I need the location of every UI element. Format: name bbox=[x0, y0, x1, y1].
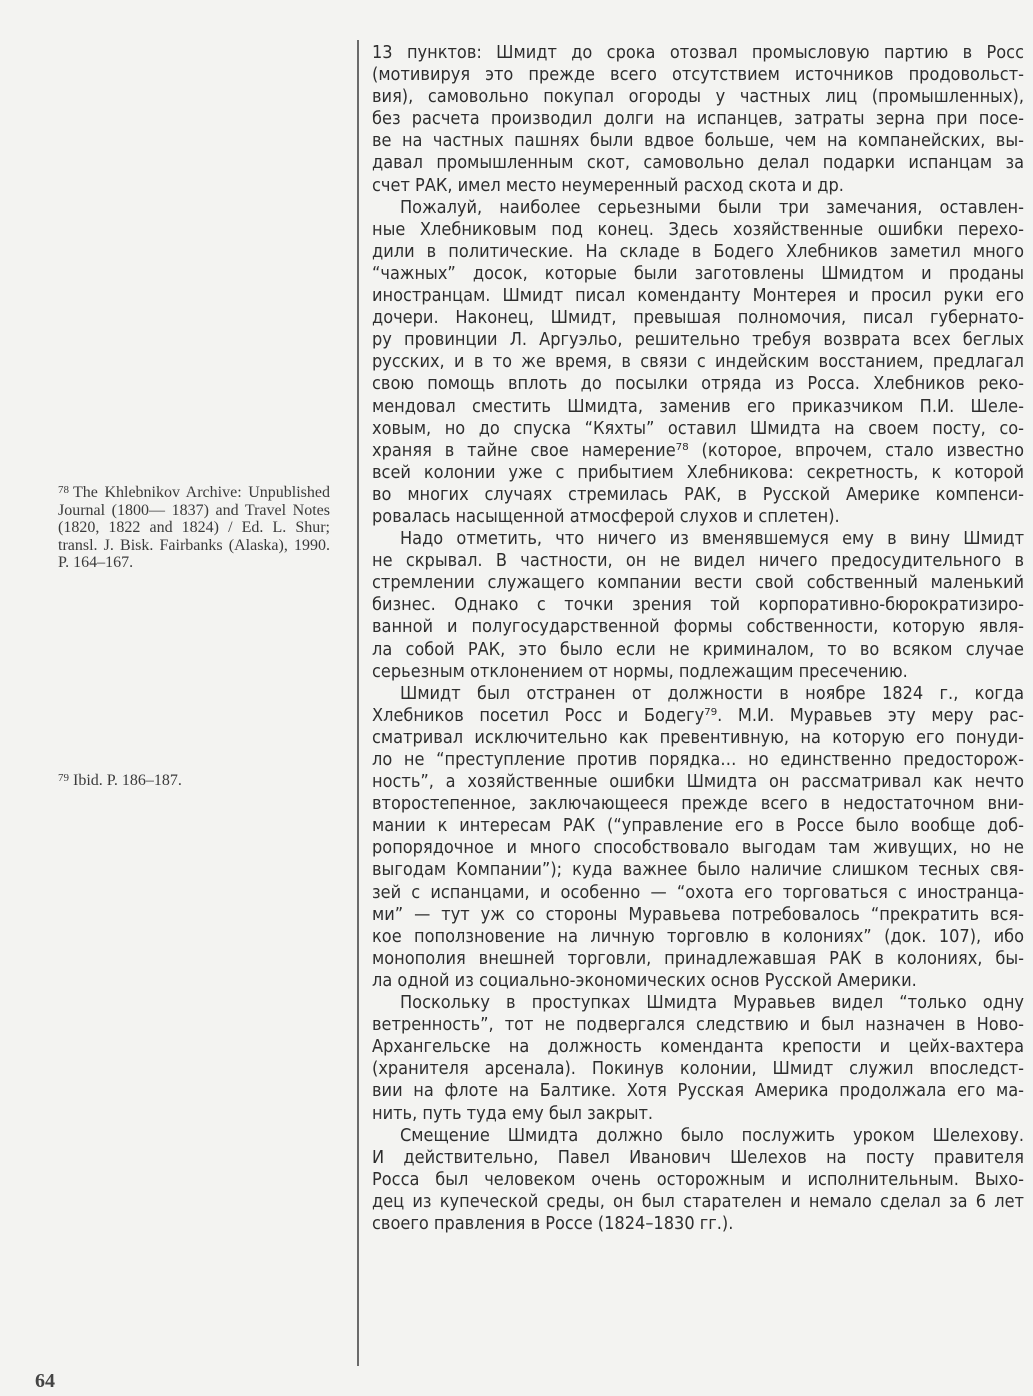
footnote-78 bbox=[58, 482, 330, 572]
text-line: дили в политические. На складе в Бодего Хлебников заметил много bbox=[372, 240, 1024, 262]
text-line: ровалась насыщенной атмосферой слухов и сплетен). bbox=[372, 505, 840, 527]
text-line: вии на флоте на Балтике. Хотя Русская Америка продолжала его ма- bbox=[372, 1080, 1024, 1102]
text-line: ность”, а хозяйственные ошибки Шмидта он рассматривал как нечто bbox=[372, 771, 1024, 793]
text-line: Росса был человеком очень осторожным и исполнительным. Выхо- bbox=[372, 1168, 1024, 1190]
text-line: ховым, но до спуска “Кяхты” оставил Шмидта на своем посту, со- bbox=[372, 417, 1024, 439]
paragraph bbox=[372, 197, 1024, 528]
text-line: Надо отметить, что ничего из вменявшемуся ему в вину Шмидт bbox=[400, 528, 1024, 550]
text-line: сматривал исключительно как превентивную, на которую его понуди- bbox=[372, 726, 1024, 748]
text-line: не скрывал. В частности, он не видел ничего предосудительного в bbox=[372, 550, 1024, 572]
text-line: давал промышленным скот, самовольно делал подарки испанцам за bbox=[372, 152, 1024, 174]
text-line: И действительно, Павел Иванович Шелехов на посту правителя bbox=[372, 1146, 1024, 1168]
text-line: ла собой РАК, это было если не криминалом, то во всяком случае bbox=[372, 638, 1024, 660]
text-line: бизнес. Однако с точки зрения той корпоративно-бюрократизиро- bbox=[372, 594, 1024, 616]
text-line: второстепенное, заключающееся прежде всего в недостаточном вни- bbox=[372, 793, 1024, 815]
text-line: Смещение Шмидта должно было послужить уроком Шелехову. bbox=[400, 1124, 1024, 1146]
footnote-text: Ibid. P. 186–187. bbox=[73, 772, 182, 789]
text-line: Хлебников посетил Росс и Бодегу⁷⁹. М.И. Муравьев эту меру рас- bbox=[372, 704, 1024, 726]
text-line: ми” — тут уж со стороны Муравьева потребовалось “прекратить вся- bbox=[372, 903, 1024, 925]
text-line: 13 пунктов: Шмидт до срока отозвал промысловую партию в Росс bbox=[372, 42, 1024, 63]
text-line: зей с испанцами, и особенно — “охота его торговаться с иностранца- bbox=[372, 881, 1024, 903]
text-line: мании к интересам РАК (“управление его в Россе было вообще доб- bbox=[372, 815, 1024, 837]
paragraph bbox=[372, 42, 1024, 197]
text-line: нить, путь туда ему был закрыт. bbox=[372, 1102, 654, 1124]
text-line: Поскольку в проступках Шмидта Муравьев видел “только одну bbox=[400, 992, 1024, 1014]
main-text-column bbox=[372, 42, 1024, 1235]
text-line: дочери. Наконец, Шмидт, превышая полномочия, писал губернато- bbox=[372, 307, 1024, 329]
paragraph bbox=[372, 1125, 1024, 1235]
text-line: ветренность”, тот не подвергался следствию и был назначен в Ново- bbox=[372, 1014, 1024, 1036]
footnote-number: 78 bbox=[58, 484, 69, 496]
text-line: ла одной из социально-экономических основ Русской Америки. bbox=[372, 969, 917, 991]
paragraph bbox=[372, 683, 1024, 992]
text-line: вия), самовольно покупал огороды у частных лиц (промышленных), bbox=[372, 86, 1024, 108]
text-line: русских, и в то же время, в связи с индейским восстанием, предлагал bbox=[372, 351, 1024, 373]
column-divider-rule bbox=[357, 40, 359, 1366]
text-line: выгодам Компании”); куда важнее было наличие слишком тесных свя- bbox=[372, 859, 1024, 881]
text-line: мендовал сместить Шмидта, заменив его приказчиком П.И. Шеле- bbox=[372, 395, 1024, 417]
footnote-number: 79 bbox=[58, 772, 69, 784]
text-line: монополия внешней торговли, принадлежавшая РАК в колониях, бы- bbox=[372, 947, 1024, 969]
text-line: (хранителя арсенала). Покинув колонии, Шмидт служил впоследст- bbox=[372, 1058, 1024, 1080]
text-line: ропорядочное и много способствовало выгодам там живущих, но не bbox=[372, 837, 1024, 859]
text-line: ные Хлебниковым под конец. Здесь хозяйственные ошибки перехо- bbox=[372, 218, 1024, 240]
paragraph bbox=[372, 528, 1024, 683]
text-line: ве на частных пашнях были вдвое больше, чем на компанейских, вы- bbox=[372, 130, 1024, 152]
text-line: счет РАК, имел место неумеренный расход скота и др. bbox=[372, 174, 844, 196]
footnote-79 bbox=[58, 770, 330, 790]
text-line: кое поползновение на личную торговлю в колониях” (док. 107), ибо bbox=[372, 925, 1024, 947]
text-line: ванной и полугосударственной формы собственности, которую явля- bbox=[372, 616, 1024, 638]
text-line: без расчета производил долги на испанцев, затраты зерна при посе- bbox=[372, 108, 1024, 130]
footnote-text: The Khlebnikov Archive: Unpublished Journal (1800— 1837) and Travel Notes (1820, 1822 and 1824) / Ed. L. Shur; transl. J. Bisk. Fairbanks (Alaska), 1990. P. 164–167. bbox=[58, 484, 330, 571]
text-line: ло не “преступление против порядка… но единственно предосторож- bbox=[372, 749, 1024, 770]
text-line: Пожалуй, наиболее серьезными были три замечания, оставлен- bbox=[400, 196, 1024, 218]
text-line: серьезным отклонением от нормы, подлежащим пресечению. bbox=[372, 660, 908, 682]
text-line: Шмидт был отстранен от должности в ноябре 1824 г., когда bbox=[400, 682, 1024, 704]
text-line: (мотивируя это прежде всего отсутствием источников продовольст- bbox=[372, 64, 1024, 86]
text-line: храняя в тайне свое намерение⁷⁸ (которое, впрочем, стало известно bbox=[372, 439, 1024, 461]
text-line: во многих случаях стремилась РАК, в Русской Америке компенси- bbox=[372, 483, 1024, 505]
text-line: дец из купеческой среды, он был старателен и немало сделал за 6 лет bbox=[372, 1190, 1024, 1212]
text-line: иностранцам. Шмидт писал коменданту Монтерея и просил руки его bbox=[372, 285, 1024, 307]
text-line: стремлении служащего компании вести свой собственный маленький bbox=[372, 572, 1024, 594]
text-line: ру провинции Л. Аргуэльо, решительно требуя возврата всех беглых bbox=[372, 329, 1024, 351]
text-line: Архангельске на должность коменданта крепости и цейх-вахтера bbox=[372, 1036, 1024, 1058]
paragraph bbox=[372, 992, 1024, 1125]
text-line: всей колонии уже с прибытием Хлебникова: секретность, к которой bbox=[372, 461, 1024, 483]
text-line: своего правления в Россе (1824–1830 гг.). bbox=[372, 1212, 734, 1234]
page-number: 64 bbox=[35, 1370, 55, 1392]
text-line: свою помощь вплоть до посылки отряда из Росса. Хлебников реко- bbox=[372, 373, 1024, 395]
text-line: “чажных” досок, которые были заготовлены Шмидтом и проданы bbox=[372, 262, 1024, 284]
